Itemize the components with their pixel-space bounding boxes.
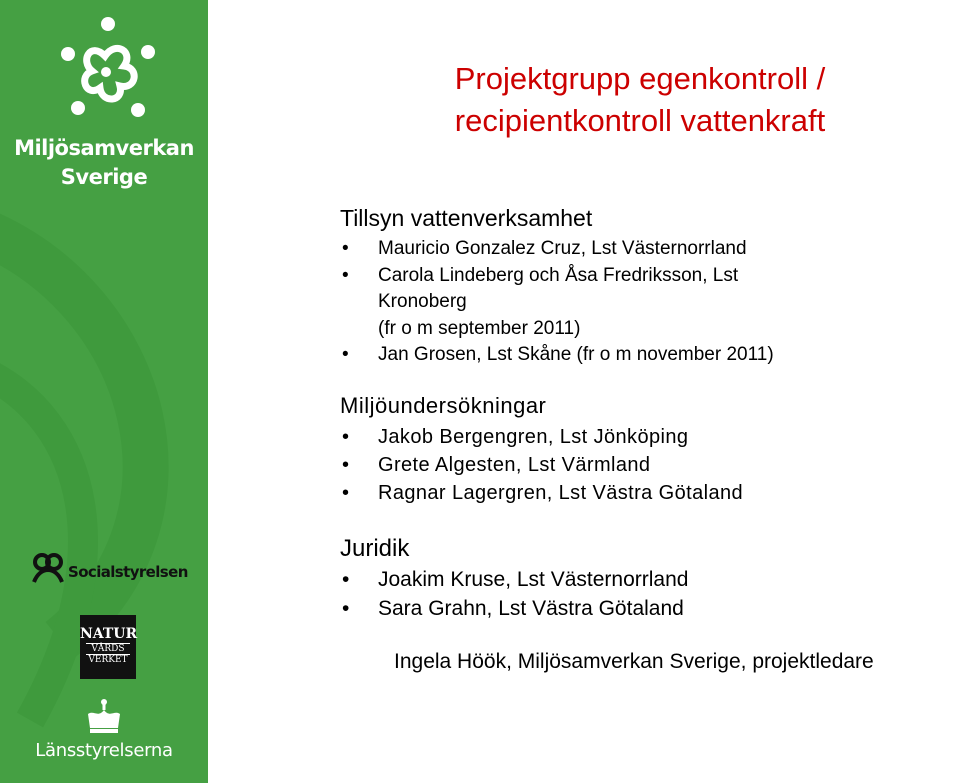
- project-leader: Ingela Höök, Miljösamverkan Sverige, projektledare: [394, 650, 874, 673]
- list-item-continuation: Kronoberg: [378, 291, 467, 312]
- section-heading-tillsyn: Tillsyn vattenverksamhet: [340, 205, 593, 231]
- crown-icon: [86, 698, 122, 734]
- socialstyrelsen-text: Socialstyrelsen: [68, 563, 188, 581]
- tillsyn-list: [340, 236, 774, 369]
- list-item-continuation: (fr o m september 2011): [378, 317, 581, 339]
- list-item-text: Sara Grahn, Lst Västra Götaland: [378, 597, 684, 620]
- list-item: [340, 342, 774, 369]
- list-item: [340, 451, 743, 479]
- miljosamverkan-flower-icon: [50, 16, 160, 126]
- socialstyrelsen-logo-icon: [30, 552, 66, 584]
- list-item: [340, 423, 743, 451]
- list-item-text: Carola Lindeberg och Åsa Fredriksson, Lst: [378, 264, 739, 286]
- miljo-list: [340, 423, 743, 507]
- list-item-text: Grete Algesten, Lst Värmland: [378, 454, 651, 476]
- sidebar: [0, 0, 208, 783]
- vards-text: VÅRDS: [86, 643, 130, 655]
- section-heading-miljo: Miljöundersökningar: [340, 393, 547, 418]
- juridik-list: [340, 565, 688, 623]
- section-heading-juridik: Juridik: [340, 535, 410, 562]
- naturvardsverket-logo: [80, 615, 136, 679]
- list-item-text: Joakim Kruse, Lst Västernorrland: [378, 568, 689, 591]
- list-item-text: Ragnar Lagergren, Lst Västra Götaland: [378, 482, 744, 504]
- natur-text: NATUR: [80, 626, 138, 642]
- list-item: [340, 479, 743, 507]
- lansstyrelserna-text: Länsstyrelserna: [35, 740, 173, 761]
- list-item: [340, 565, 688, 594]
- list-item: [340, 594, 688, 623]
- title-line-2: recipientkontroll vattenkraft: [454, 103, 826, 138]
- list-item-text: Jan Grosen, Lst Skåne (fr o m november 2011): [378, 344, 774, 365]
- list-item: [340, 236, 774, 263]
- list-item-text: Jakob Bergengren, Lst Jönköping: [378, 426, 689, 448]
- page-title: [380, 58, 900, 142]
- verket-text: VERKET: [88, 655, 128, 665]
- brand-line-2: Sverige: [60, 165, 148, 189]
- title-line-1: Projektgrupp egenkontroll /: [454, 61, 826, 96]
- list-item: [340, 263, 774, 343]
- brand-line-1: Miljösamverkan: [14, 136, 194, 160]
- list-item-text: Mauricio Gonzalez Cruz, Lst Västernorrland: [378, 238, 747, 259]
